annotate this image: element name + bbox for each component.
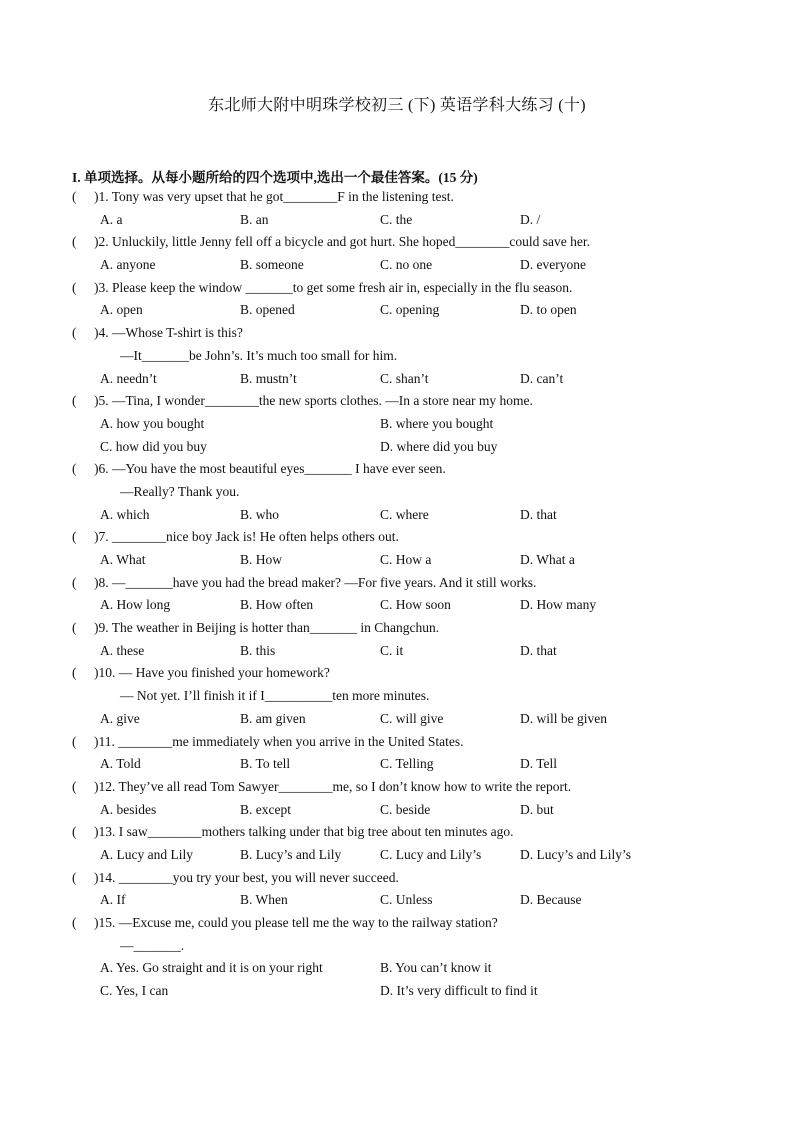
question-text: They’ve all read Tom Sawyer________me, so I don’t know how to write the report. — [115, 778, 572, 794]
options-row — [72, 708, 712, 731]
answer-bracket[interactable]: ( — [72, 393, 77, 409]
answer-bracket[interactable]: ( — [72, 574, 77, 590]
answer-bracket[interactable]: ( — [72, 279, 77, 295]
option-b[interactable]: B. someone — [240, 257, 304, 273]
question-text: Please keep the window _______to get some fresh air in, especially in the flu season. — [108, 279, 573, 295]
answer-bracket[interactable]: ( — [72, 824, 77, 840]
question-text: —Really? Thank you. — [120, 483, 240, 499]
question-number: )8. — [94, 574, 109, 590]
options-row — [72, 549, 712, 572]
option-a[interactable]: A. which — [100, 506, 150, 522]
option-c[interactable]: C. where — [380, 506, 429, 522]
question-stem — [72, 617, 712, 640]
options-row — [72, 980, 712, 1003]
question-stem — [72, 572, 712, 595]
question-text: Tony was very upset that he got________F in the listening test. — [108, 189, 454, 204]
option-b[interactable]: B. mustn’t — [240, 370, 297, 386]
option-c[interactable]: C. how did you buy — [100, 438, 207, 454]
answer-bracket[interactable]: ( — [72, 733, 77, 749]
option-c[interactable]: C. Yes, I can — [100, 983, 169, 999]
options-row — [72, 594, 712, 617]
question-text: — Not yet. I’ll finish it if I__________ten more minutes. — [120, 688, 430, 704]
option-b[interactable]: B. opened — [240, 302, 295, 318]
page-title: 东北师大附中明珠学校初三 (下) 英语学科大练习 (十) — [208, 97, 586, 114]
answer-bracket[interactable]: ( — [72, 234, 77, 250]
question-stem — [72, 322, 712, 345]
answer-bracket[interactable]: ( — [72, 915, 77, 930]
question-number: )12. — [94, 778, 116, 794]
question-text: —_______have you had the bread maker? —For five years. And it still works. — [108, 574, 537, 590]
option-d[interactable]: D. will be given — [520, 710, 607, 726]
question-subline — [72, 935, 712, 958]
question-number: )3. — [94, 279, 109, 295]
question-stem — [72, 912, 712, 935]
answer-bracket[interactable]: ( — [72, 869, 77, 885]
option-b[interactable]: B. this — [240, 642, 276, 658]
question-item — [72, 776, 712, 821]
option-a[interactable]: A. What — [100, 552, 146, 567]
option-a[interactable]: A. anyone — [100, 257, 156, 273]
option-d[interactable]: D. Tell — [520, 756, 558, 772]
option-d[interactable]: D. everyone — [520, 257, 586, 273]
question-number: )13. — [94, 824, 116, 840]
question-item — [72, 458, 712, 526]
options-row — [72, 413, 712, 436]
question-text: The weather in Beijing is hotter than_______ in Changchun. — [108, 620, 440, 636]
question-item — [72, 526, 712, 571]
option-d[interactable]: D. What a — [520, 552, 575, 567]
options-row — [72, 436, 712, 459]
option-a[interactable]: A. needn’t — [100, 370, 157, 386]
options-row — [72, 753, 712, 776]
question-text: —Tina, I wonder________the new sports clothes. —In a store near my home. — [108, 393, 533, 409]
option-a[interactable]: A. If — [100, 892, 126, 908]
question-text: ________you try your best, you will never succeed. — [115, 869, 399, 885]
question-stem — [72, 186, 712, 209]
question-number: )11. — [94, 733, 115, 749]
option-c[interactable]: C. will give — [380, 710, 444, 726]
question-item — [72, 277, 712, 322]
options-row — [72, 209, 712, 232]
option-d[interactable]: D. can’t — [520, 370, 564, 386]
option-b[interactable]: B. where you bought — [380, 415, 494, 431]
question-item — [72, 617, 712, 662]
question-text: —_______. — [120, 937, 185, 953]
question-number: )4. — [94, 325, 109, 341]
option-b[interactable]: B. How often — [240, 597, 314, 613]
option-b[interactable]: B. an — [240, 211, 269, 227]
option-c[interactable]: C. How soon — [380, 597, 451, 613]
question-item — [72, 231, 712, 276]
option-c[interactable]: C. shan’t — [380, 370, 429, 386]
question-item — [72, 867, 712, 912]
answer-bracket[interactable]: ( — [72, 620, 77, 636]
question-list — [72, 186, 712, 1003]
answer-bracket[interactable]: ( — [72, 461, 77, 477]
option-c[interactable]: C. no one — [380, 257, 433, 273]
question-text: I saw________mothers talking under that big tree about ten minutes ago. — [115, 824, 514, 840]
option-b[interactable]: B. When — [240, 892, 288, 908]
option-a[interactable]: A. give — [100, 710, 140, 726]
option-b[interactable]: B. except — [240, 801, 291, 817]
options-row — [72, 844, 712, 867]
option-d[interactable]: D. Lucy’s and Lily’s — [520, 846, 631, 862]
question-subline — [72, 685, 712, 708]
option-a[interactable]: A. Yes. Go straight and it is on your right — [100, 960, 323, 976]
section-number: I. — [72, 170, 81, 185]
question-text: — Have you finished your homework? — [115, 665, 330, 681]
question-text: —It_______be John’s. It’s much too small for him. — [120, 347, 398, 363]
options-row — [72, 957, 712, 980]
option-c[interactable]: C. Lucy and Lily’s — [380, 846, 482, 862]
option-b[interactable]: B. am given — [240, 710, 306, 726]
question-subline — [72, 481, 712, 504]
option-d[interactable]: D. Because — [520, 892, 582, 908]
question-text: Unluckily, little Jenny fell off a bicycle and got hurt. She hoped________could save her. — [108, 234, 591, 250]
option-b[interactable]: B. To tell — [240, 756, 291, 772]
question-number: )14. — [94, 869, 116, 885]
options-row — [72, 299, 712, 322]
question-text: —You have the most beautiful eyes_______ I have ever seen. — [108, 461, 446, 477]
question-number: )10. — [94, 665, 116, 681]
option-d[interactable]: D. How many — [520, 597, 597, 613]
option-b[interactable]: B. who — [240, 506, 280, 522]
options-row — [72, 799, 712, 822]
question-item — [72, 731, 712, 776]
option-c[interactable]: C. the — [380, 211, 413, 227]
question-number: )1. — [94, 189, 109, 204]
question-item — [72, 390, 712, 458]
option-a[interactable]: A. a — [100, 211, 123, 227]
question-item — [72, 821, 712, 866]
question-text: ________me immediately when you arrive in the United States. — [114, 733, 464, 749]
question-stem — [72, 731, 712, 754]
question-stem — [72, 277, 712, 300]
question-item — [72, 186, 712, 231]
options-row — [72, 504, 712, 527]
option-c[interactable]: C. opening — [380, 302, 440, 318]
question-subline — [72, 345, 712, 368]
option-d[interactable]: D. / — [520, 211, 541, 227]
question-stem — [72, 231, 712, 254]
question-item — [72, 912, 712, 1003]
question-item — [72, 572, 712, 617]
question-item — [72, 662, 712, 730]
question-stem — [72, 662, 712, 685]
answer-bracket[interactable]: ( — [72, 665, 77, 681]
question-stem — [72, 867, 712, 890]
option-a[interactable]: A. Lucy and Lily — [100, 846, 193, 862]
question-number: )7. — [94, 529, 109, 545]
option-c[interactable]: C. How a — [380, 552, 432, 567]
question-item — [72, 322, 712, 390]
option-a[interactable]: A. Told — [100, 756, 141, 772]
option-a[interactable]: A. How long — [100, 597, 171, 613]
question-text: —Excuse me, could you please tell me the way to the railway station? — [115, 915, 498, 930]
option-c[interactable]: C. Unless — [380, 892, 433, 908]
question-number: )6. — [94, 461, 109, 477]
section-instructions: 单项选择。从每小题所给的四个选项中,选出一个最佳答案。(15 分) — [84, 170, 478, 185]
question-stem — [72, 458, 712, 481]
option-d[interactable]: D. where did you buy — [380, 438, 498, 454]
question-number: )2. — [94, 234, 109, 250]
option-a[interactable]: A. how you bought — [100, 415, 205, 431]
option-d[interactable]: D. that — [520, 506, 557, 522]
option-c[interactable]: C. beside — [380, 801, 431, 817]
answer-bracket[interactable]: ( — [72, 189, 77, 204]
options-row — [72, 889, 712, 912]
option-b[interactable]: B. How — [240, 552, 283, 567]
question-text: —Whose T-shirt is this? — [108, 325, 243, 341]
option-a[interactable]: A. open — [100, 302, 143, 318]
question-stem — [72, 526, 712, 549]
option-d[interactable]: D. It’s very difficult to find it — [380, 983, 538, 999]
question-stem — [72, 390, 712, 413]
answer-bracket[interactable]: ( — [72, 325, 77, 341]
option-d[interactable]: D. but — [520, 801, 554, 817]
question-stem — [72, 821, 712, 844]
question-number: )9. — [94, 620, 109, 636]
options-row — [72, 640, 712, 663]
option-d[interactable]: D. that — [520, 642, 557, 658]
option-c[interactable]: C. it — [380, 642, 404, 658]
options-row — [72, 368, 712, 391]
option-a[interactable]: A. besides — [100, 801, 157, 817]
question-stem — [72, 776, 712, 799]
question-number: )15. — [94, 915, 116, 930]
question-text: ________nice boy Jack is! He often helps others out. — [108, 529, 399, 545]
option-a[interactable]: A. these — [100, 642, 145, 658]
option-b[interactable]: B. Lucy’s and Lily — [240, 846, 342, 862]
option-d[interactable]: D. to open — [520, 302, 577, 318]
answer-bracket[interactable]: ( — [72, 778, 77, 794]
option-c[interactable]: C. Telling — [380, 756, 434, 772]
option-b[interactable]: B. You can’t know it — [380, 960, 492, 976]
answer-bracket[interactable]: ( — [72, 529, 77, 545]
question-number: )5. — [94, 393, 109, 409]
section-heading — [72, 166, 478, 186]
options-row — [72, 254, 712, 277]
